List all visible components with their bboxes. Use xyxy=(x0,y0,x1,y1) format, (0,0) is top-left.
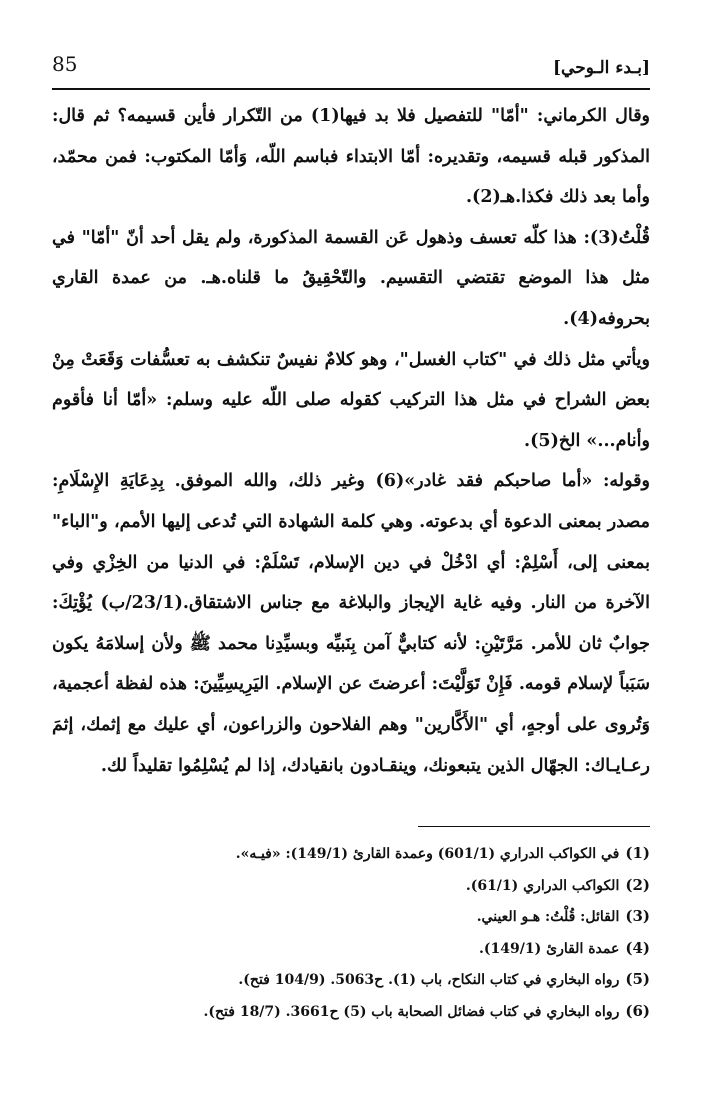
footnote xyxy=(52,964,650,996)
paragraph: وقال الكرماني: "أمّا" للتفصيل فلا بد فيها(1) من التّكرار فأين قسيمه؟ ثم قال: المذكور قبله قسيمه، وتقديره: أمّا الابتداء فباسم اللّه، وَأمّا المكتوب: فمن محمّد، وأما بعد ذلك فكذا.هـ(2). xyxy=(52,106,651,208)
paragraph: ويأتي مثل ذلك في "كتاب الغسل"، وهو كلامٌ نفيسٌ تنكشف به تعسُّفات وَقَعَتْ مِنْ بعض الشراح في مثل هذا التركيب كقوله صلى اللّه عليه وسلم: «أمّا أنا فأقوم وأنام...» الخ(5). xyxy=(52,349,650,451)
footnote xyxy=(52,901,650,933)
footnote-number: (3) xyxy=(625,907,650,925)
footnotes-list xyxy=(52,838,650,1027)
footnote-text: رواه البخاري في كتاب فضائل الصحابة باب (5) ح3661. (18/7 فتح). xyxy=(203,1003,620,1020)
page-number: 85 xyxy=(52,52,78,76)
footnote-number: (2) xyxy=(625,875,650,894)
footnote-text: في الكواكب الدراري (601/1) وعمدة القارئ (149/1): «فيـه». xyxy=(235,846,620,862)
page-header xyxy=(52,52,650,86)
header-rule xyxy=(52,88,650,90)
footnote-text: عمدة القارئ (149/1). xyxy=(479,940,620,957)
footnote-number: (4) xyxy=(625,938,650,957)
footnote xyxy=(52,996,650,1028)
running-title: [بـدء الـوحي] xyxy=(553,58,650,78)
main-text xyxy=(52,96,650,786)
footnote xyxy=(52,870,650,902)
footnote-number: (1) xyxy=(625,844,650,862)
paragraph: قُلْتُ(3): هذا كلّه تعسف وذهول عَن القسمة المذكورة، ولم يقل أحد أنّ "أمّا" في مثل هذا الموضع تقتضي التقسيم. والتّحْقِيقُ ما قلناه.هـ. من عمدة القاري بحروفه(4). xyxy=(52,227,650,329)
footnote xyxy=(52,933,650,965)
footnote-text: القائل: قُلْتُ: هـو العيني. xyxy=(476,909,620,925)
footnote-number: (5) xyxy=(625,970,650,988)
footnote-rule xyxy=(418,826,650,827)
paragraph: وقوله: «أما صاحبكم فقد غادر»(6) وغير ذلك، والله الموفق. بِدِعَايَةِ الإِسْلَامِ: مصدر بمعنى الدعوة أي بدعوته. وهي كلمة الشهادة التي تُدعى إليها الأمم، و"الباء" بمعنى إلى، أَسْلِمْ: أي ادْخُلْ في دين الإسلام، تَسْلَمْ: في الدنيا من الخِزْي وفي الآخرة من النار. وفيه غاية الإيجاز والبلاغة مع جناس الاشتقاق.(23/1/ب) يُؤْتِكَ: جوابٌ ثان للأمر. مَرَّتَيْنِ: لأنه كتابيٌّ آمن بِنَبيِّه وبسيِّدِنا محمد ﷺ ولأن إسلامَهُ يكون سَبَباً لإسلام قومه. فَإِنْ تَوَلَّيْتَ: أعرضتَ عن الإسلام. اليَرِيسِيِّينَ: هذه لفظة أعجمية، وَتُروى على أوجهٍ، أي "الأَكَّارين" وهم الفلاحون والزراعون، أي عليك مع إثمك، إثمَ رعـايـاك: الجهّال الذين يتبعونك، وينقـادون بانقيادك، إذا لم يُسْلِمُوا تقليداً لك. xyxy=(52,471,650,776)
footnote-text: الكواكب الدراري (61/1). xyxy=(465,877,620,894)
footnote xyxy=(52,838,650,870)
footnote-text: رواه البخاري في كتاب النكاح، باب (1). ح5063. (104/9 فتح). xyxy=(238,972,620,988)
footnote-number: (6) xyxy=(625,1001,650,1020)
